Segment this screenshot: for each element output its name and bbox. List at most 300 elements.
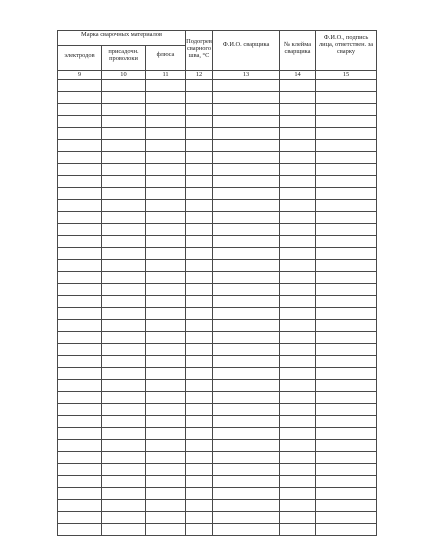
table-cell [280, 152, 316, 164]
table-cell [280, 236, 316, 248]
table-cell [280, 260, 316, 272]
table-cell [213, 368, 280, 380]
table-cell [146, 104, 186, 116]
table-cell [146, 428, 186, 440]
table-cell [280, 380, 316, 392]
table-cell [58, 464, 102, 476]
table-row [58, 296, 377, 308]
table-cell [102, 248, 146, 260]
table-cell [316, 512, 377, 524]
table-cell [102, 452, 146, 464]
table-row [58, 476, 377, 488]
table-row [58, 392, 377, 404]
preheat-header: Подогрев сварного шва, °С [186, 31, 213, 71]
table-cell [58, 80, 102, 92]
table-cell [280, 452, 316, 464]
table-cell [186, 188, 213, 200]
table-cell [146, 404, 186, 416]
table-cell [186, 212, 213, 224]
table-cell [280, 524, 316, 536]
table-cell [213, 200, 280, 212]
table-cell [316, 104, 377, 116]
table-cell [146, 392, 186, 404]
table-cell [146, 320, 186, 332]
table-row [58, 188, 377, 200]
table-cell [186, 308, 213, 320]
table-row [58, 104, 377, 116]
table-row [58, 176, 377, 188]
table-cell [213, 428, 280, 440]
table-row [58, 380, 377, 392]
table-row [58, 368, 377, 380]
table-row [58, 128, 377, 140]
table-cell [58, 368, 102, 380]
table-cell [146, 488, 186, 500]
table-cell [146, 296, 186, 308]
table-cell [280, 320, 316, 332]
table-cell [316, 80, 377, 92]
table-cell [316, 524, 377, 536]
table-cell [213, 224, 280, 236]
table-row [58, 344, 377, 356]
table-cell [146, 440, 186, 452]
table-row [58, 440, 377, 452]
table-cell [186, 116, 213, 128]
table-row [58, 272, 377, 284]
table-cell [102, 296, 146, 308]
table-cell [102, 92, 146, 104]
table-cell [102, 80, 146, 92]
table-cell [316, 404, 377, 416]
column-number: 14 [280, 71, 316, 80]
table-row [58, 248, 377, 260]
table-cell [186, 320, 213, 332]
column-number: 10 [102, 71, 146, 80]
table-cell [316, 188, 377, 200]
welding-journal-table [57, 30, 377, 536]
table-row [58, 356, 377, 368]
table-cell [316, 176, 377, 188]
table-cell [102, 428, 146, 440]
table-cell [58, 272, 102, 284]
table-cell [102, 164, 146, 176]
table-cell [146, 368, 186, 380]
table-row [58, 524, 377, 536]
table-cell [316, 368, 377, 380]
column-number: 11 [146, 71, 186, 80]
table-cell [102, 464, 146, 476]
table-cell [213, 152, 280, 164]
table-cell [146, 344, 186, 356]
table-cell [102, 176, 146, 188]
table-row [58, 428, 377, 440]
table-cell [186, 128, 213, 140]
table-cell [102, 104, 146, 116]
table-cell [102, 476, 146, 488]
table-cell [146, 500, 186, 512]
table-cell [102, 488, 146, 500]
table-cell [58, 512, 102, 524]
table-cell [146, 140, 186, 152]
table-cell [280, 356, 316, 368]
table-cell [186, 260, 213, 272]
column-number: 15 [316, 71, 377, 80]
table-row [58, 452, 377, 464]
table-cell [146, 416, 186, 428]
table-cell [102, 500, 146, 512]
table-cell [146, 356, 186, 368]
table-row [58, 308, 377, 320]
table-cell [213, 416, 280, 428]
table-cell [102, 356, 146, 368]
table-cell [213, 284, 280, 296]
table-cell [186, 452, 213, 464]
table-row [58, 80, 377, 92]
table-cell [186, 284, 213, 296]
table-cell [316, 272, 377, 284]
welder-stamp-header: № клейма сварщика [280, 31, 316, 71]
table-cell [316, 320, 377, 332]
table-cell [213, 248, 280, 260]
table-cell [186, 404, 213, 416]
table-row [58, 164, 377, 176]
table-cell [102, 440, 146, 452]
table-cell [280, 272, 316, 284]
responsible-person-header: Ф.И.О., подпись лица, ответствен. за сварку [316, 31, 377, 71]
table-cell [213, 476, 280, 488]
table-cell [186, 80, 213, 92]
table-cell [186, 296, 213, 308]
table-cell [146, 260, 186, 272]
welding-materials-group-header: Марка сварочных материалов [58, 31, 186, 46]
column-number: 9 [58, 71, 102, 80]
table-cell [58, 188, 102, 200]
table-cell [316, 224, 377, 236]
table-cell [102, 260, 146, 272]
table-cell [58, 212, 102, 224]
table-cell [316, 212, 377, 224]
table-cell [146, 272, 186, 284]
table-cell [102, 236, 146, 248]
table-cell [186, 392, 213, 404]
table-cell [146, 128, 186, 140]
table-cell [58, 200, 102, 212]
table-cell [102, 188, 146, 200]
table-cell [146, 452, 186, 464]
table-cell [102, 308, 146, 320]
table-cell [186, 356, 213, 368]
table-cell [58, 320, 102, 332]
table-cell [102, 200, 146, 212]
table-cell [146, 116, 186, 128]
table-cell [146, 524, 186, 536]
table-cell [213, 92, 280, 104]
table-cell [146, 224, 186, 236]
table-cell [280, 344, 316, 356]
table-cell [58, 248, 102, 260]
table-cell [146, 476, 186, 488]
table-cell [316, 452, 377, 464]
table-cell [316, 440, 377, 452]
table-cell [58, 332, 102, 344]
table-cell [316, 236, 377, 248]
table-cell [58, 392, 102, 404]
table-cell [58, 404, 102, 416]
table-cell [213, 488, 280, 500]
table-cell [280, 296, 316, 308]
table-cell [186, 92, 213, 104]
electrodes-header: электродов [58, 46, 102, 71]
table-cell [186, 140, 213, 152]
table-cell [102, 116, 146, 128]
table-cell [280, 164, 316, 176]
table-cell [186, 380, 213, 392]
table-cell [280, 500, 316, 512]
table-cell [146, 176, 186, 188]
table-cell [146, 380, 186, 392]
table-cell [186, 512, 213, 524]
table-cell [213, 500, 280, 512]
table-cell [186, 476, 213, 488]
table-cell [213, 392, 280, 404]
flux-header: флюса [146, 46, 186, 71]
table-cell [213, 116, 280, 128]
table-cell [280, 368, 316, 380]
table-cell [316, 200, 377, 212]
table-cell [280, 512, 316, 524]
table-cell [316, 296, 377, 308]
table-cell [316, 392, 377, 404]
table-cell [58, 308, 102, 320]
table-cell [186, 152, 213, 164]
table-cell [102, 128, 146, 140]
table-cell [146, 164, 186, 176]
table-row [58, 92, 377, 104]
table-cell [186, 236, 213, 248]
table-cell [102, 344, 146, 356]
table-cell [102, 272, 146, 284]
table-cell [146, 188, 186, 200]
table-cell [213, 188, 280, 200]
table-cell [146, 236, 186, 248]
table-row [58, 320, 377, 332]
table-cell [186, 464, 213, 476]
table-cell [58, 128, 102, 140]
table-cell [316, 92, 377, 104]
table-cell [58, 284, 102, 296]
table-cell [58, 416, 102, 428]
table-cell [280, 188, 316, 200]
table-row [58, 500, 377, 512]
table-cell [316, 476, 377, 488]
table-cell [213, 212, 280, 224]
table-cell [58, 344, 102, 356]
table-cell [146, 464, 186, 476]
table-cell [280, 104, 316, 116]
table-cell [58, 488, 102, 500]
table-cell [58, 116, 102, 128]
column-number: 13 [213, 71, 280, 80]
table-cell [102, 284, 146, 296]
table-cell [213, 176, 280, 188]
table-cell [316, 380, 377, 392]
table-cell [186, 332, 213, 344]
table-cell [186, 428, 213, 440]
table-cell [102, 152, 146, 164]
table-cell [102, 140, 146, 152]
table-row [58, 284, 377, 296]
table-cell [280, 284, 316, 296]
table-cell [58, 164, 102, 176]
table-cell [146, 512, 186, 524]
table-cell [316, 464, 377, 476]
table-cell [186, 104, 213, 116]
table-cell [186, 500, 213, 512]
table-cell [102, 320, 146, 332]
table-cell [316, 332, 377, 344]
table-cell [146, 212, 186, 224]
table-cell [316, 500, 377, 512]
table-cell [316, 428, 377, 440]
table-cell [58, 236, 102, 248]
table-cell [186, 164, 213, 176]
table-cell [213, 296, 280, 308]
table-cell [102, 524, 146, 536]
table-cell [213, 464, 280, 476]
table-cell [213, 104, 280, 116]
table-cell [102, 224, 146, 236]
table-row [58, 332, 377, 344]
table-cell [58, 104, 102, 116]
table-cell [102, 332, 146, 344]
table-cell [316, 152, 377, 164]
table-cell [316, 116, 377, 128]
table-cell [316, 128, 377, 140]
table-cell [58, 380, 102, 392]
table-cell [186, 344, 213, 356]
table-cell [316, 284, 377, 296]
table-cell [146, 92, 186, 104]
table-cell [58, 356, 102, 368]
table-cell [280, 476, 316, 488]
table-cell [146, 80, 186, 92]
table-cell [280, 440, 316, 452]
table-cell [213, 80, 280, 92]
table-row [58, 200, 377, 212]
table-cell [58, 92, 102, 104]
table-cell [58, 152, 102, 164]
table-cell [213, 524, 280, 536]
table-row [58, 212, 377, 224]
table-cell [280, 80, 316, 92]
table-cell [280, 128, 316, 140]
table-cell [102, 392, 146, 404]
table-cell [58, 260, 102, 272]
table-cell [280, 212, 316, 224]
table-cell [213, 380, 280, 392]
table-cell [316, 308, 377, 320]
table-cell [146, 200, 186, 212]
table-cell [213, 260, 280, 272]
table-row [58, 152, 377, 164]
table-cell [213, 512, 280, 524]
table-cell [146, 152, 186, 164]
table-cell [280, 92, 316, 104]
table-cell [58, 140, 102, 152]
table-cell [186, 488, 213, 500]
table-cell [213, 272, 280, 284]
table-cell [280, 464, 316, 476]
table-cell [213, 308, 280, 320]
table-cell [102, 380, 146, 392]
table-cell [316, 248, 377, 260]
table-cell [146, 248, 186, 260]
table-cell [186, 176, 213, 188]
table-cell [213, 128, 280, 140]
journal-rows [58, 80, 377, 536]
table-cell [280, 200, 316, 212]
table-row [58, 236, 377, 248]
column-number: 12 [186, 71, 213, 80]
table-cell [280, 404, 316, 416]
table-cell [280, 416, 316, 428]
table-cell [213, 332, 280, 344]
table-cell [213, 452, 280, 464]
table-cell [280, 224, 316, 236]
table-cell [316, 488, 377, 500]
table-cell [280, 176, 316, 188]
table-cell [58, 500, 102, 512]
table-cell [280, 332, 316, 344]
table-cell [213, 404, 280, 416]
table-row [58, 140, 377, 152]
table-cell [280, 392, 316, 404]
table-cell [186, 440, 213, 452]
table-cell [146, 308, 186, 320]
table-cell [102, 368, 146, 380]
table-cell [280, 140, 316, 152]
table-cell [58, 524, 102, 536]
table-cell [58, 452, 102, 464]
table-cell [316, 140, 377, 152]
table-cell [213, 164, 280, 176]
table-row [58, 260, 377, 272]
table-row [58, 116, 377, 128]
table-cell [58, 428, 102, 440]
table-cell [102, 404, 146, 416]
table-cell [186, 272, 213, 284]
table-cell [280, 116, 316, 128]
table-cell [213, 236, 280, 248]
table-cell [146, 332, 186, 344]
table-cell [58, 224, 102, 236]
table-cell [186, 524, 213, 536]
table-cell [58, 476, 102, 488]
table-row [58, 404, 377, 416]
table-cell [280, 248, 316, 260]
table-row [58, 224, 377, 236]
table-cell [58, 176, 102, 188]
table-cell [316, 260, 377, 272]
table-cell [280, 488, 316, 500]
filler-wire-header: присадочн. проволоки [102, 46, 146, 71]
table-cell [213, 140, 280, 152]
table-cell [58, 296, 102, 308]
table-cell [316, 344, 377, 356]
table-cell [102, 416, 146, 428]
table-cell [186, 200, 213, 212]
table-row [58, 464, 377, 476]
